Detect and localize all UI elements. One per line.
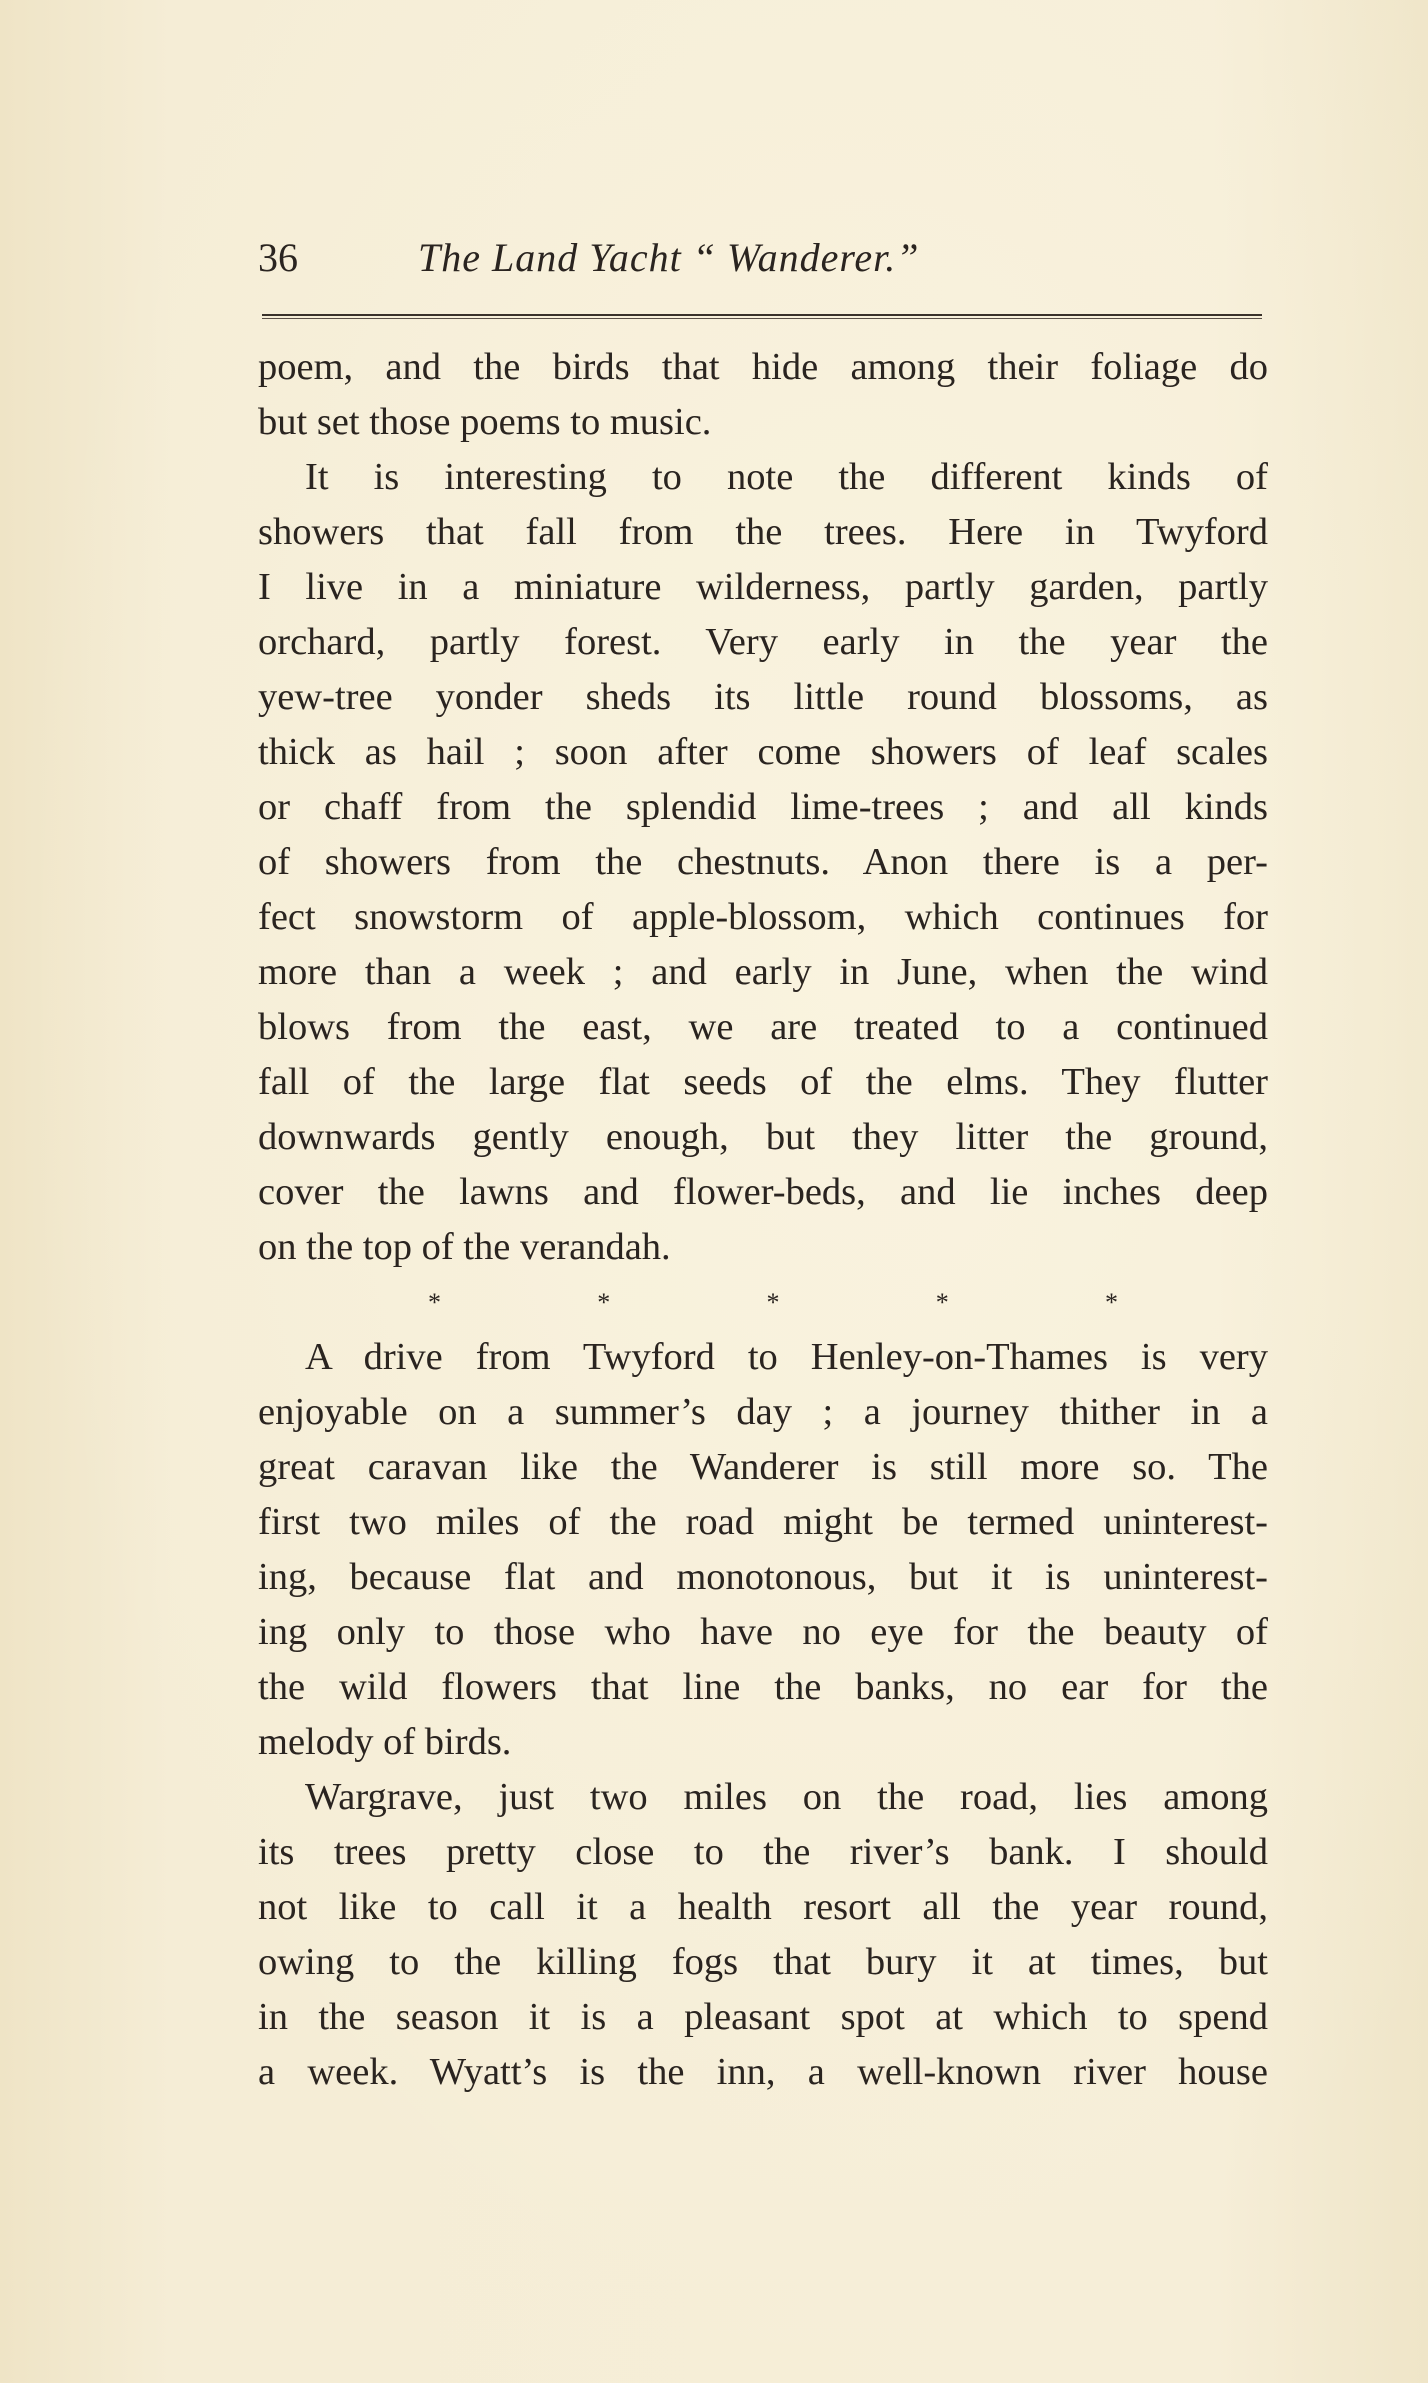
body-text xyxy=(258,340,1268,2100)
text-line: fect snowstorm of apple-blossom, which continues for xyxy=(258,896,1268,938)
section-break-asterisk: * xyxy=(1105,1288,1118,1317)
text-line: yew-tree yonder sheds its little round blossoms, as xyxy=(258,676,1268,718)
text-line: showers that fall from the trees. Here in Twyford xyxy=(258,511,1268,553)
page-number: 36 xyxy=(258,235,298,280)
paragraph xyxy=(258,1330,1268,1770)
text-line: of showers from the chestnuts. Anon there is a per- xyxy=(258,841,1268,883)
text-line: owing to the killing fogs that bury it at times, but xyxy=(258,1941,1268,1983)
text-line: blows from the east, we are treated to a continued xyxy=(258,1006,1268,1048)
text-line: a week. Wyatt’s is the inn, a well-known river house xyxy=(258,2051,1268,2093)
text-line: thick as hail ; soon after come showers of leaf scales xyxy=(258,731,1268,773)
section-break-asterisk: * xyxy=(935,1288,949,1317)
text-line: more than a week ; and early in June, when the wind xyxy=(258,951,1268,993)
text-line: on the top of the verandah. xyxy=(258,1226,671,1268)
text-line: Wargrave, just two miles on the road, lies among xyxy=(305,1776,1268,1818)
text-line: the wild flowers that line the banks, no ear for the xyxy=(258,1666,1268,1708)
text-line: enjoyable on a summer’s day ; a journey thither in a xyxy=(258,1391,1268,1433)
text-line: cover the lawns and flower-beds, and lie inches deep xyxy=(258,1171,1268,1213)
header-rule xyxy=(262,314,1262,320)
text-line: great caravan like the Wanderer is still more so. The xyxy=(258,1446,1268,1488)
text-line: fall of the large flat seeds of the elms. They flutter xyxy=(258,1061,1268,1103)
text-line: melody of birds. xyxy=(258,1721,512,1763)
section-break-asterisk: * xyxy=(428,1288,441,1317)
section-break-asterisk: * xyxy=(597,1288,611,1317)
running-header xyxy=(258,228,1263,288)
text-line: first two miles of the road might be termed uninterest- xyxy=(258,1501,1268,1543)
text-line: but set those poems to music. xyxy=(258,401,712,443)
text-line: ing, because flat and monotonous, but it is uninterest- xyxy=(258,1556,1268,1598)
text-line: or chaff from the splendid lime-trees ; and all kinds xyxy=(258,786,1268,828)
running-title: The Land Yacht “ Wanderer.” xyxy=(418,235,920,280)
paragraph xyxy=(258,450,1268,1275)
section-break xyxy=(428,1275,1118,1330)
text-line: ing only to those who have no eye for the beauty of xyxy=(258,1611,1268,1653)
text-line: its trees pretty close to the river’s bank. I should xyxy=(258,1831,1268,1873)
text-line: I live in a miniature wilderness, partly garden, partly xyxy=(258,566,1268,608)
text-line: It is interesting to note the different kinds of xyxy=(305,456,1268,498)
text-line: downwards gently enough, but they litter the ground, xyxy=(258,1116,1268,1158)
text-line: A drive from Twyford to Henley-on-Thames is very xyxy=(305,1336,1268,1378)
paragraph xyxy=(258,1770,1268,2100)
header-rule-thin xyxy=(262,318,1262,319)
text-line: poem, and the birds that hide among their foliage do xyxy=(258,346,1268,388)
section-break-asterisk: * xyxy=(766,1288,780,1317)
header-rule-thick xyxy=(262,314,1262,316)
text-line: in the season it is a pleasant spot at which to spend xyxy=(258,1996,1268,2038)
paragraph xyxy=(258,340,1268,450)
text-line: orchard, partly forest. Very early in the year the xyxy=(258,621,1268,663)
text-line: not like to call it a health resort all the year round, xyxy=(258,1886,1268,1928)
